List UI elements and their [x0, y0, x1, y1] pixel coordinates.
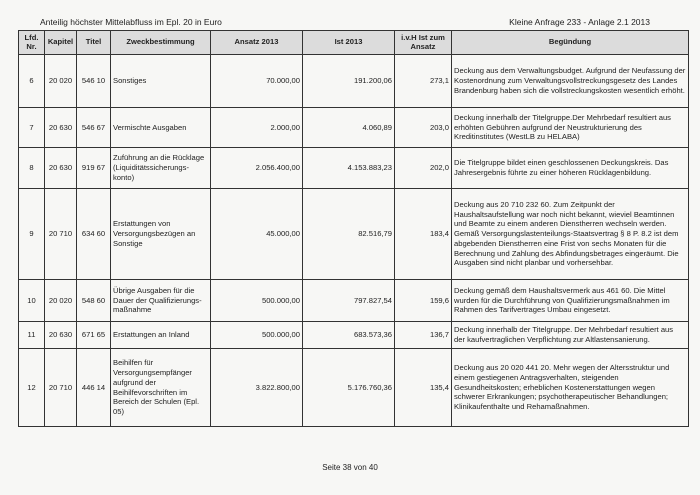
cell-ist: 191.200,06 — [303, 55, 395, 108]
cell-lfd: 9 — [19, 189, 45, 280]
cell-lfd: 6 — [19, 55, 45, 108]
col-header-titel: Titel — [77, 31, 111, 55]
cell-titel: 634 60 — [77, 189, 111, 280]
cell-begruendung: Deckung aus 20 020 441 20. Mehr wegen der Altersstruktur und einem gestiegenen Antragsverhalten, steigenden Gesundheitskosten; erheblichen Kostenerstattungen wegen schwerer Erkrankungen; psychotherapeutischer Behandlungen; Klinikaufenthalte und Rehamaßnahmen. — [452, 349, 689, 427]
cell-zweck: Erstattungen von Versorgungsbezügen an Sonstige — [111, 189, 211, 280]
cell-lfd: 7 — [19, 108, 45, 148]
table-row — [19, 322, 689, 349]
cell-begruendung: Die Titelgruppe bildet einen geschlossenen Deckungskreis. Das Jahresergebnis führte zu einer höheren Rücklagenbildung. — [452, 148, 689, 189]
cell-zweck: Übrige Ausgaben für die Dauer der Qualifizierungs-maßnahme — [111, 280, 211, 322]
cell-kapitel: 20 630 — [45, 108, 77, 148]
cell-ansatz: 45.000,00 — [211, 189, 303, 280]
table-row — [19, 280, 689, 322]
budget-table — [18, 30, 689, 427]
table-row — [19, 108, 689, 148]
cell-titel: 446 14 — [77, 349, 111, 427]
col-header-ist: Ist 2013 — [303, 31, 395, 55]
cell-ansatz: 2.056.400,00 — [211, 148, 303, 189]
cell-kapitel: 20 710 — [45, 189, 77, 280]
cell-ivh: 135,4 — [395, 349, 452, 427]
cell-titel: 548 60 — [77, 280, 111, 322]
col-header-ivh: i.v.H Ist zum Ansatz — [395, 31, 452, 55]
cell-ansatz: 500.000,00 — [211, 322, 303, 349]
cell-ansatz: 70.000,00 — [211, 55, 303, 108]
cell-zweck: Beihilfen für Versorgungsempfänger aufgrund der Beihilfevorschriften im Bereich der Schulen (Epl. 05) — [111, 349, 211, 427]
cell-ivh: 183,4 — [395, 189, 452, 280]
cell-ivh: 203,0 — [395, 108, 452, 148]
table-row — [19, 55, 689, 108]
page-number: Seite 38 von 40 — [322, 463, 378, 472]
cell-ansatz: 3.822.800,00 — [211, 349, 303, 427]
cell-kapitel: 20 020 — [45, 55, 77, 108]
table-row — [19, 349, 689, 427]
cell-ivh: 136,7 — [395, 322, 452, 349]
cell-titel: 546 10 — [77, 55, 111, 108]
cell-kapitel: 20 630 — [45, 322, 77, 349]
cell-zweck: Sonstiges — [111, 55, 211, 108]
cell-titel: 546 67 — [77, 108, 111, 148]
cell-begruendung: Deckung aus 20 710 232 60. Zum Zeitpunkt der Haushaltsaufstellung war noch nicht bekannt, wieviel Beamtinnen und Beamte zu einem anderen Dienstherren wechseln werden. Gemäß Versorgungslastenteilungs-Staatsvertrag § 8 P. 8.2 ist dem abgebenden Dienstherren eine Frist von sechs Monaten für die Berechnung und Zahlung des Abfindungsbetrages eingeräumt. Die Ausgaben sind nicht planbar und vorhersehbar. — [452, 189, 689, 280]
cell-ivh: 202,0 — [395, 148, 452, 189]
col-header-lfd: Lfd. Nr. — [19, 31, 45, 55]
cell-begruendung: Deckung aus dem Verwaltungsbudget. Aufgrund der Neufassung der Kostenordnung zum Verwaltungsvollstreckungsgesetz des Landes Brandenburg haben sich die vollstreckungskosten wesentlich erhöht. — [452, 55, 689, 108]
table-row — [19, 148, 689, 189]
cell-lfd: 12 — [19, 349, 45, 427]
cell-begruendung: Deckung gemäß dem Haushaltsvermerk aus 461 60. Die Mittel wurden für die Durchführung von Qualifizierungsmaßnahmen im Rahmen des Tarifvertrages Umbau eingesetzt. — [452, 280, 689, 322]
cell-lfd: 10 — [19, 280, 45, 322]
cell-ist: 4.060,89 — [303, 108, 395, 148]
cell-ist: 683.573,36 — [303, 322, 395, 349]
cell-titel: 919 67 — [77, 148, 111, 189]
cell-ivh: 159,6 — [395, 280, 452, 322]
header-reference: Kleine Anfrage 233 - Anlage 2.1 2013 — [509, 17, 650, 27]
cell-titel: 671 65 — [77, 322, 111, 349]
header-title: Anteilig höchster Mittelabfluss im Epl. 20 in Euro — [40, 17, 222, 27]
cell-kapitel: 20 710 — [45, 349, 77, 427]
table-header-row — [19, 31, 689, 55]
cell-zweck: Vermischte Ausgaben — [111, 108, 211, 148]
cell-ansatz: 500.000,00 — [211, 280, 303, 322]
cell-lfd: 8 — [19, 148, 45, 189]
cell-ist: 5.176.760,36 — [303, 349, 395, 427]
cell-begruendung: Deckung innerhalb der Titelgruppe. Der Mehrbedarf resultiert aus der kaufvertraglichen Verpflichtung zur Altlastensanierung. — [452, 322, 689, 349]
cell-begruendung: Deckung innerhalb der Titelgruppe.Der Mehrbedarf resultiert aus erhöhten Gebühren aufgrund der Neustrukturierung des Kreditinstitutes (WestLB zu HELABA) — [452, 108, 689, 148]
cell-zweck: Zuführung an die Rücklage (Liquiditätssicherungs-konto) — [111, 148, 211, 189]
cell-lfd: 11 — [19, 322, 45, 349]
col-header-ansatz: Ansatz 2013 — [211, 31, 303, 55]
cell-kapitel: 20 020 — [45, 280, 77, 322]
col-header-kapitel: Kapitel — [45, 31, 77, 55]
table-row — [19, 189, 689, 280]
cell-ansatz: 2.000,00 — [211, 108, 303, 148]
col-header-begruendung: Begündung — [452, 31, 689, 55]
cell-ist: 4.153.883,23 — [303, 148, 395, 189]
col-header-zweck: Zweckbestimmung — [111, 31, 211, 55]
cell-kapitel: 20 630 — [45, 148, 77, 189]
cell-zweck: Erstattungen an Inland — [111, 322, 211, 349]
cell-ist: 82.516,79 — [303, 189, 395, 280]
cell-ivh: 273,1 — [395, 55, 452, 108]
cell-ist: 797.827,54 — [303, 280, 395, 322]
